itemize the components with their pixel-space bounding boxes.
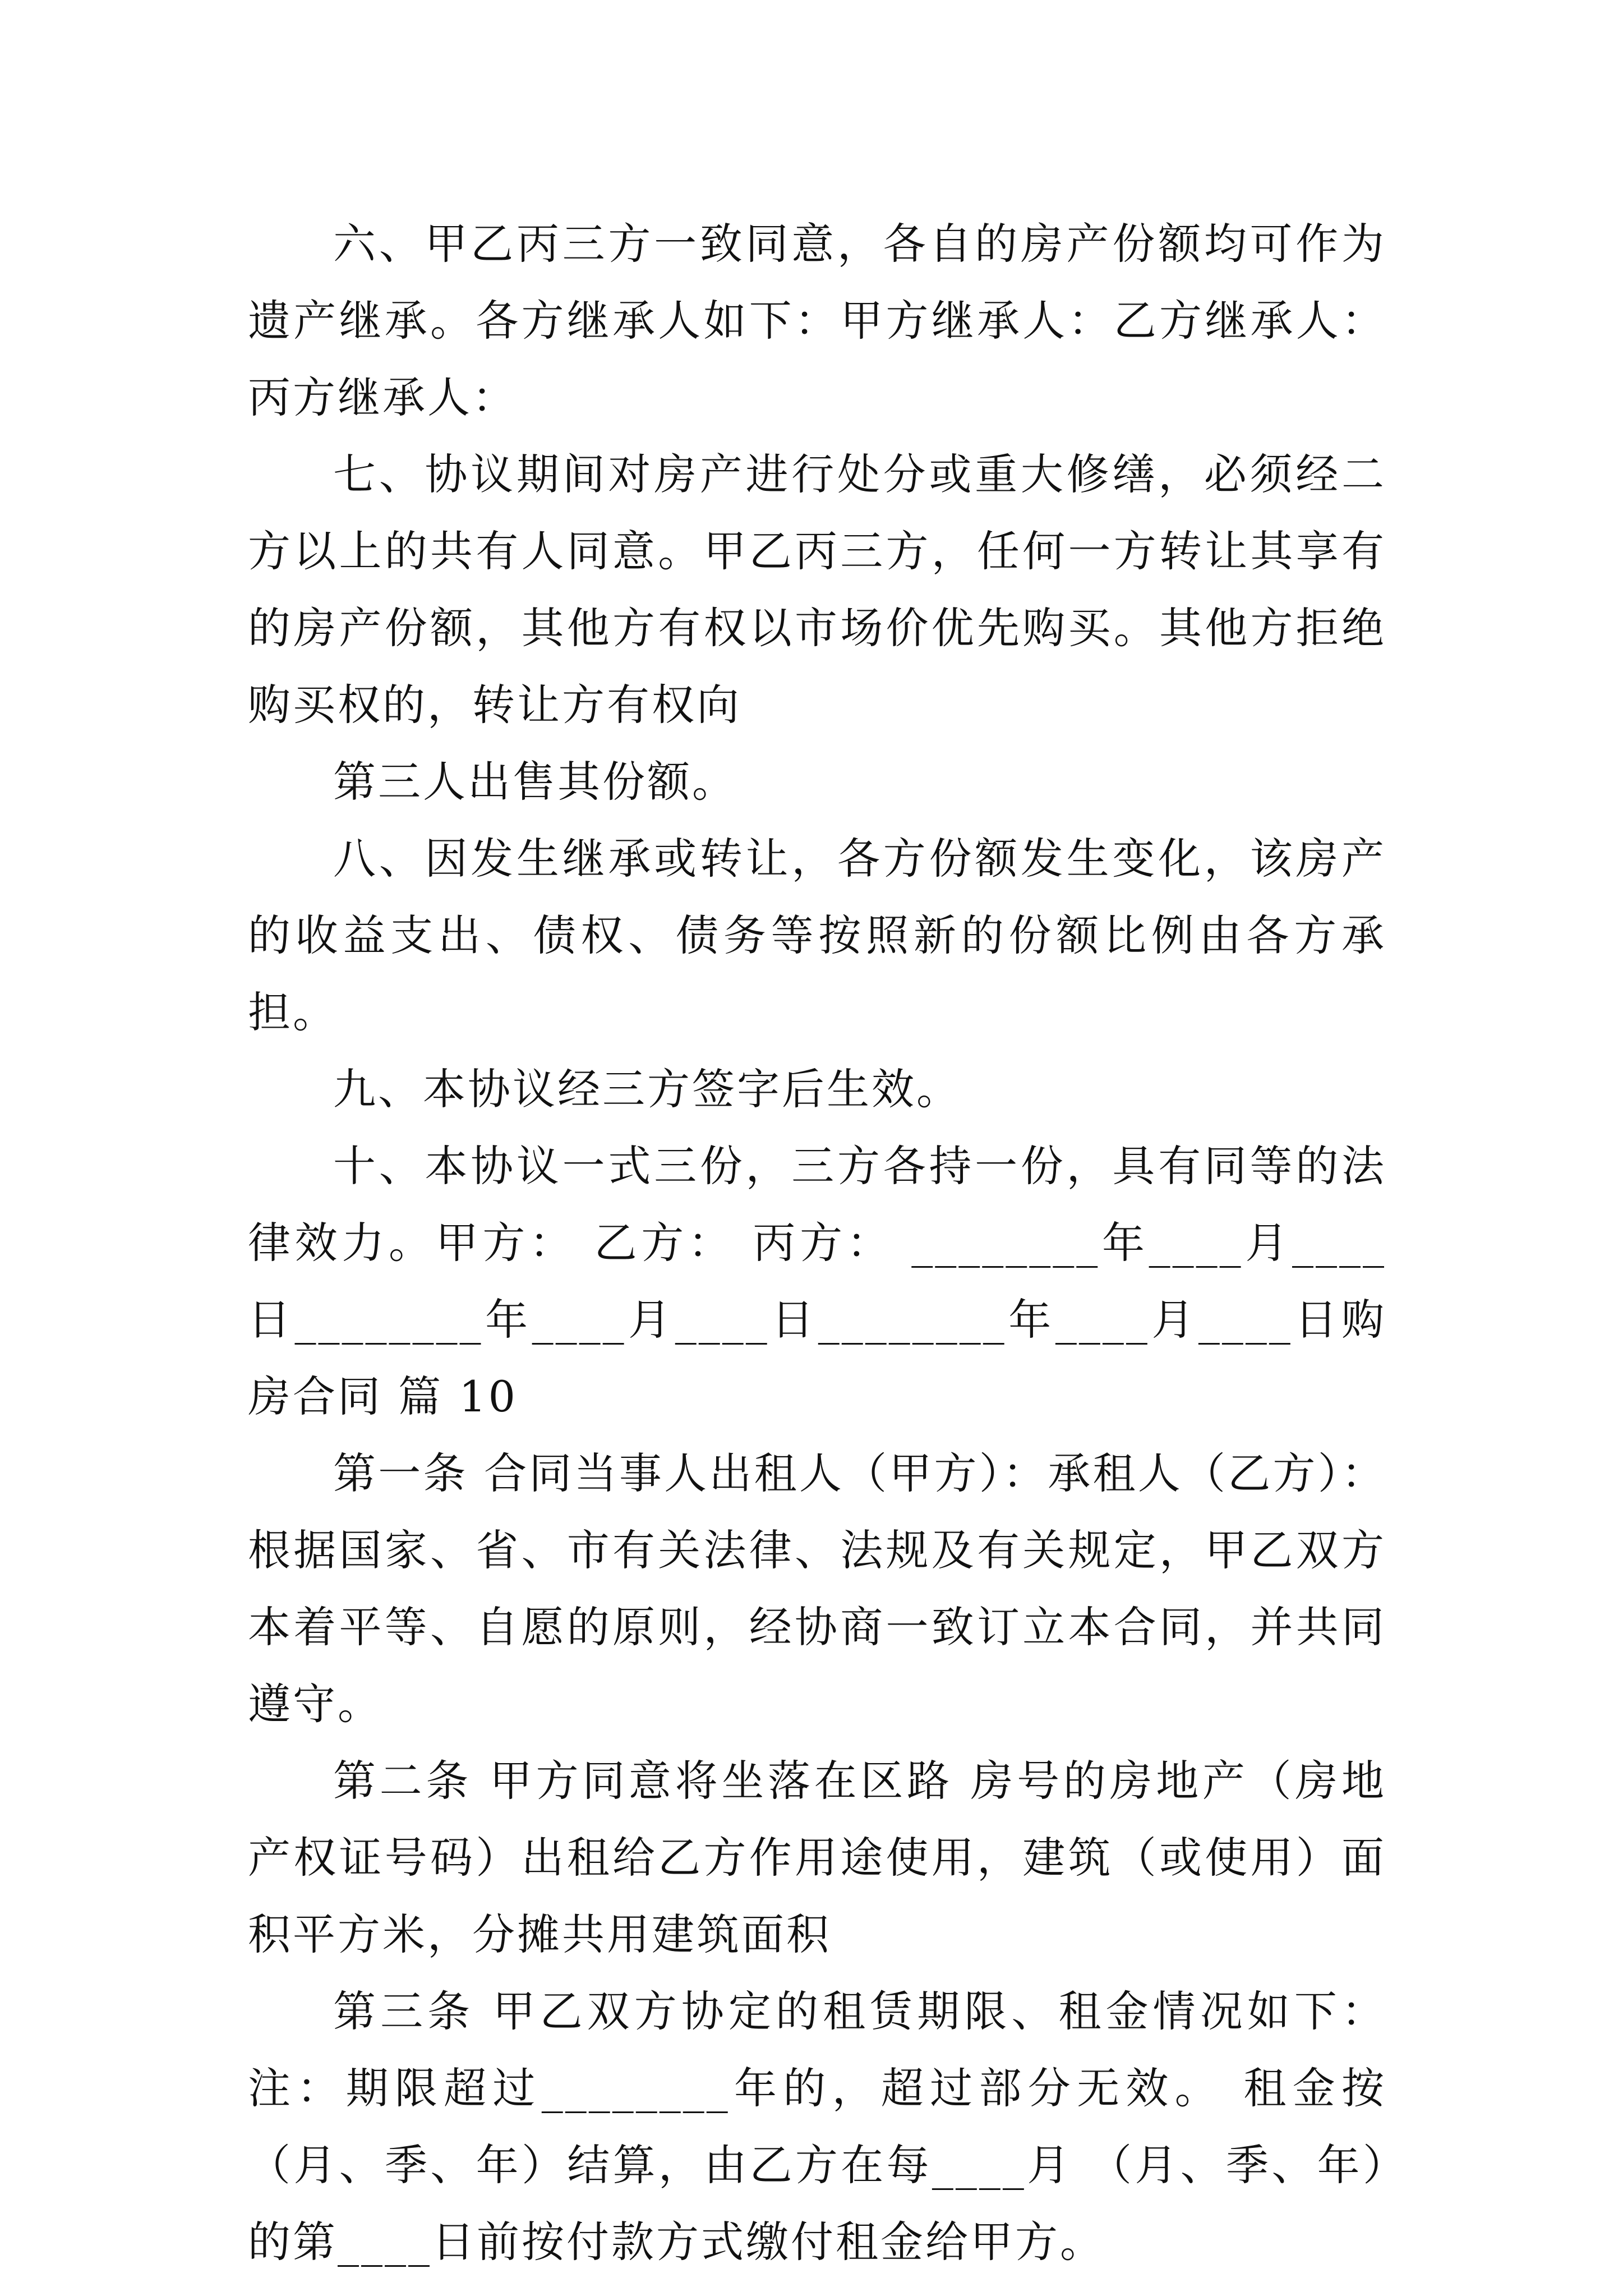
paragraph-disposal-transfer: 七、协议期间对房产进行处分或重大修缮，必须经二方以上的共有人同意。甲乙丙三方，任何一方转让其享有的房产份额，其他方有权以市场价优先购买。其他方拒绝购买权的，转让方有权向 (248, 449, 1386, 730)
paragraph-third-party-sale: 第三人出售其份额。 (333, 757, 737, 807)
paragraph-article-1: 第一条 合同当事人出租人（甲方）：承租人（乙方）：根据国家、省、市有关法律、法规及有关规定，甲乙双方本着平等、自愿的原则，经协商一致订立本合同，并共同遵守。 (248, 1448, 1386, 1729)
paragraph-copies-signatures: 十、本协议一式三份，三方各持一份，具有同等的法律效力。甲方： 乙方： 丙方： ________年____月____日________年____月____日________年____月____日购房合同 篇 10 (248, 1141, 1386, 1421)
paragraph-inheritance: 六、甲乙丙三方一致同意，各自的房产份额均可作为遗产继承。各方继承人如下：甲方继承人：乙方继承人：丙方继承人： (248, 219, 1386, 422)
document-body (248, 205, 1386, 2280)
paragraph-article-2: 第二条 甲方同意将坐落在区路 房号的房地产（房地产权证号码）出租给乙方作用途使用，建筑（或使用）面积平方米，分摊共用建筑面积 (248, 1756, 1386, 1959)
paragraph-share-change: 八、因发生继承或转让，各方份额发生变化，该房产的收益支出、债权、债务等按照新的份额比例由各方承担。 (248, 834, 1386, 1037)
paragraph-effective: 九、本协议经三方签字后生效。 (333, 1064, 961, 1114)
paragraph-article-3: 第三条 甲乙双方协定的租赁期限、租金情况如下：注：期限超过________年的，超过部分无效。 租金按（月、季、年）结算，由乙方在每____月 （月、季、年）的第____日前按付款方式缴付租金给甲方。 (248, 1986, 1386, 2267)
